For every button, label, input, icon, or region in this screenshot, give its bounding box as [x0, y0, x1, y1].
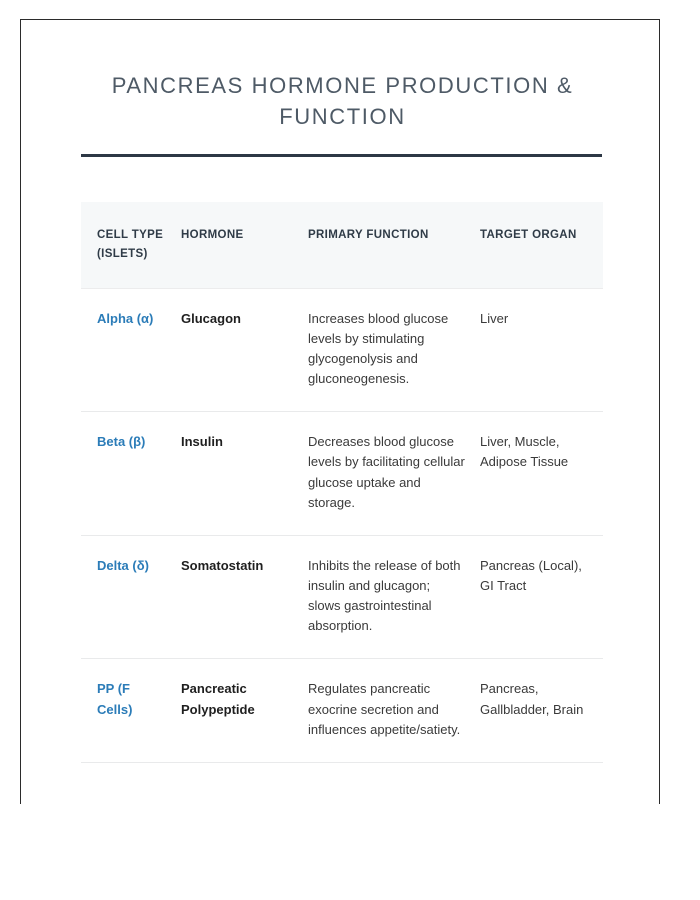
cell-type-cell [81, 659, 181, 762]
cell-type-cell [81, 288, 181, 412]
column-header-hormone: HORMONE [181, 229, 244, 242]
hormone-name: Glucagon [181, 310, 241, 326]
table-body [81, 288, 603, 762]
cell-type-cell [81, 412, 181, 536]
cell-type-link[interactable]: PP (F Cells) [97, 681, 133, 717]
target-organ-cell: Liver, Muscle, Adipose Tissue [480, 412, 603, 536]
cell-type-link[interactable]: Delta (δ) [97, 557, 149, 573]
target-organ-cell: Pancreas, Gallbladder, Brain [480, 659, 603, 762]
hormone-cell [181, 659, 308, 762]
primary-function-cell: Decreases blood glucose levels by facilitating cellular glucose uptake and storage. [308, 412, 480, 536]
table-header [81, 202, 603, 288]
hormone-name: Somatostatin [181, 557, 264, 573]
hormone-name: Insulin [181, 434, 223, 450]
table-row [81, 412, 603, 536]
table-row [81, 535, 603, 659]
primary-function-cell: Inhibits the release of both insulin and glucagon; slows gastrointestinal absorption. [308, 535, 480, 659]
cell-type-link[interactable]: Alpha (α) [97, 310, 154, 326]
hormone-name: Pancreatic Polypeptide [181, 681, 255, 717]
title-divider [81, 154, 602, 157]
column-header-primary-function: PRIMARY FUNCTION [308, 229, 429, 242]
column-header-cell-type: CELL TYPE (ISLETS) [97, 229, 164, 261]
hormone-table [81, 202, 603, 762]
hormone-cell [181, 535, 308, 659]
primary-function-cell: Regulates pancreatic exocrine secretion and influences appetite/satiety. [308, 659, 480, 762]
hormone-cell [181, 412, 308, 536]
target-organ-cell: Liver [480, 288, 603, 412]
table-header-row [81, 202, 603, 288]
table-row [81, 288, 603, 412]
primary-function-cell: Increases blood glucose levels by stimulating glycogenolysis and gluconeogenesis. [308, 288, 480, 412]
document-content [81, 70, 604, 763]
table-row [81, 659, 603, 762]
target-organ-cell: Pancreas (Local), GI Tract [480, 535, 603, 659]
document-page [20, 19, 660, 804]
page-title: PANCREAS HORMONE PRODUCTION & FUNCTION [111, 73, 574, 130]
cell-type-cell [81, 535, 181, 659]
column-header-target-organ: TARGET ORGAN [480, 229, 577, 242]
cell-type-link[interactable]: Beta (β) [97, 434, 146, 450]
hormone-cell [181, 288, 308, 412]
